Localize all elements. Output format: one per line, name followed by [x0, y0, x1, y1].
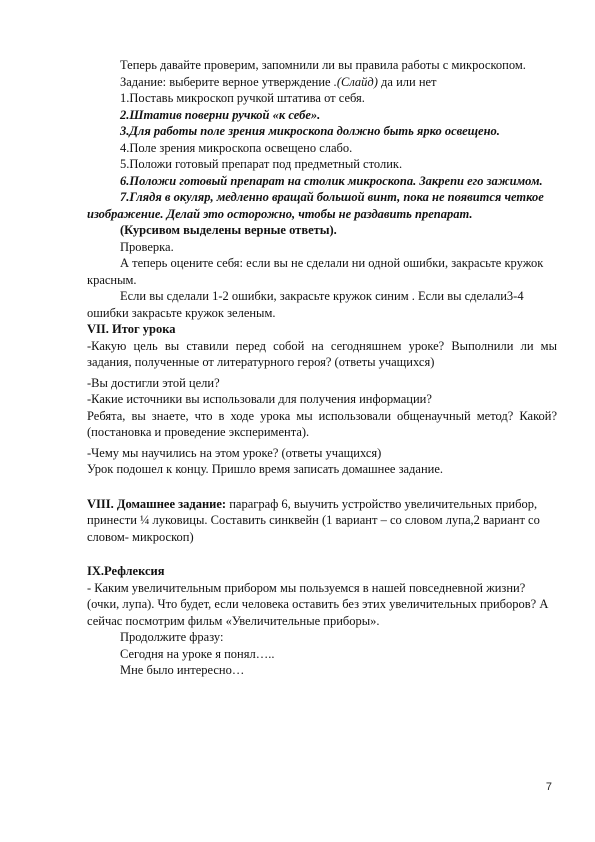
statement-2: 2.Штатив поверни ручкой «к себе». — [120, 107, 321, 122]
statement-3: 3.Для работы поле зрения микроскопа должно быть ярко освещено. — [120, 124, 500, 138]
statement-7: 7.Глядя в окуляр, медленно вращай большой винт, пока не появится четкое изображение. Делай это осторожно, чтобы не раздавить препарат. — [87, 190, 544, 221]
summary-question-3: -Какие источники вы использовали для получения информации? — [87, 392, 432, 406]
check-rules-text: Теперь давайте проверим, запомнили ли вы правила работы с микроскопом. — [120, 58, 526, 72]
section-8-text: параграф 6, выучить устройство увеличительных прибор, принести ¼ луковицы. Составить синквейн (1 вариант – со словом лупа,2 вариант со словом- микроскоп) — [87, 496, 540, 544]
task-instruction — [87, 74, 557, 91]
self-assessment-1: А теперь оцените себя: если вы не сделали ни одной ошибки, закрасьте кружок красным. — [87, 256, 544, 287]
statement-5: 5.Положи готовый препарат под предметный столик. — [120, 157, 403, 171]
section-7-heading: VII. Итог урока — [87, 322, 176, 336]
task-label: Задание: выберите верное утверждение — [120, 74, 334, 89]
summary-question-5: -Чему мы научились на этом уроке? (ответы учащихся) — [87, 445, 382, 460]
section-8-heading: VIII. Домашнее задание: — [87, 496, 230, 511]
reflection-line-2: Мне было интересно… — [120, 663, 245, 677]
page-content — [87, 57, 557, 679]
self-assessment-2: Если вы сделали 1-2 ошибки, закрасьте кружок синим . Если вы сделали3-4 ошибки закрасьте кружок зеленым. — [87, 289, 524, 320]
statement-6: 6.Положи готовый препарат на столик микроскопа. Закрепи его зажимом. — [120, 173, 543, 188]
section-9-heading: IX.Рефлексия — [87, 564, 165, 578]
page-number: 7 — [545, 781, 552, 793]
reflection-text: - Каким увеличительным прибором мы пользуемся в нашей повседневной жизни? (очки, лупа). Что будет, если человека оставить без этих увеличительных приборов? А сейчас посмотрим фильм «Увеличительные приборы». — [87, 580, 549, 628]
section-8-homework — [87, 496, 557, 546]
reflection-line-1: Сегодня на уроке я понял….. — [120, 646, 275, 661]
reflection-prompt: Продолжите фразу: — [120, 630, 224, 644]
summary-closing: Урок подошел к концу. Пришло время записать домашнее задание. — [87, 462, 444, 476]
task-slide: .(Слайд) — [333, 74, 378, 89]
statement-4: 4.Поле зрения микроскопа освещено слабо. — [120, 140, 353, 155]
summary-question-2: -Вы достигли этой цели? — [87, 375, 220, 390]
summary-question-4: Ребята, вы знаете, что в ходе урока мы использовали общенаучный метод? Какой? (постановка и проведение эксперимента). — [87, 408, 557, 439]
statement-1: 1.Поставь микроскоп ручкой штатива от себя. — [120, 91, 365, 105]
summary-question-1: -Какую цель вы ставили перед собой на сегодняшнем уроке? Выполнили ли мы задания, полученные от литературного героя? (ответы учащихся) — [87, 338, 557, 369]
task-rest: да или нет — [377, 74, 437, 89]
verification-label: Проверка. — [120, 239, 174, 254]
italic-note: (Курсивом выделены верные ответы). — [120, 223, 337, 237]
